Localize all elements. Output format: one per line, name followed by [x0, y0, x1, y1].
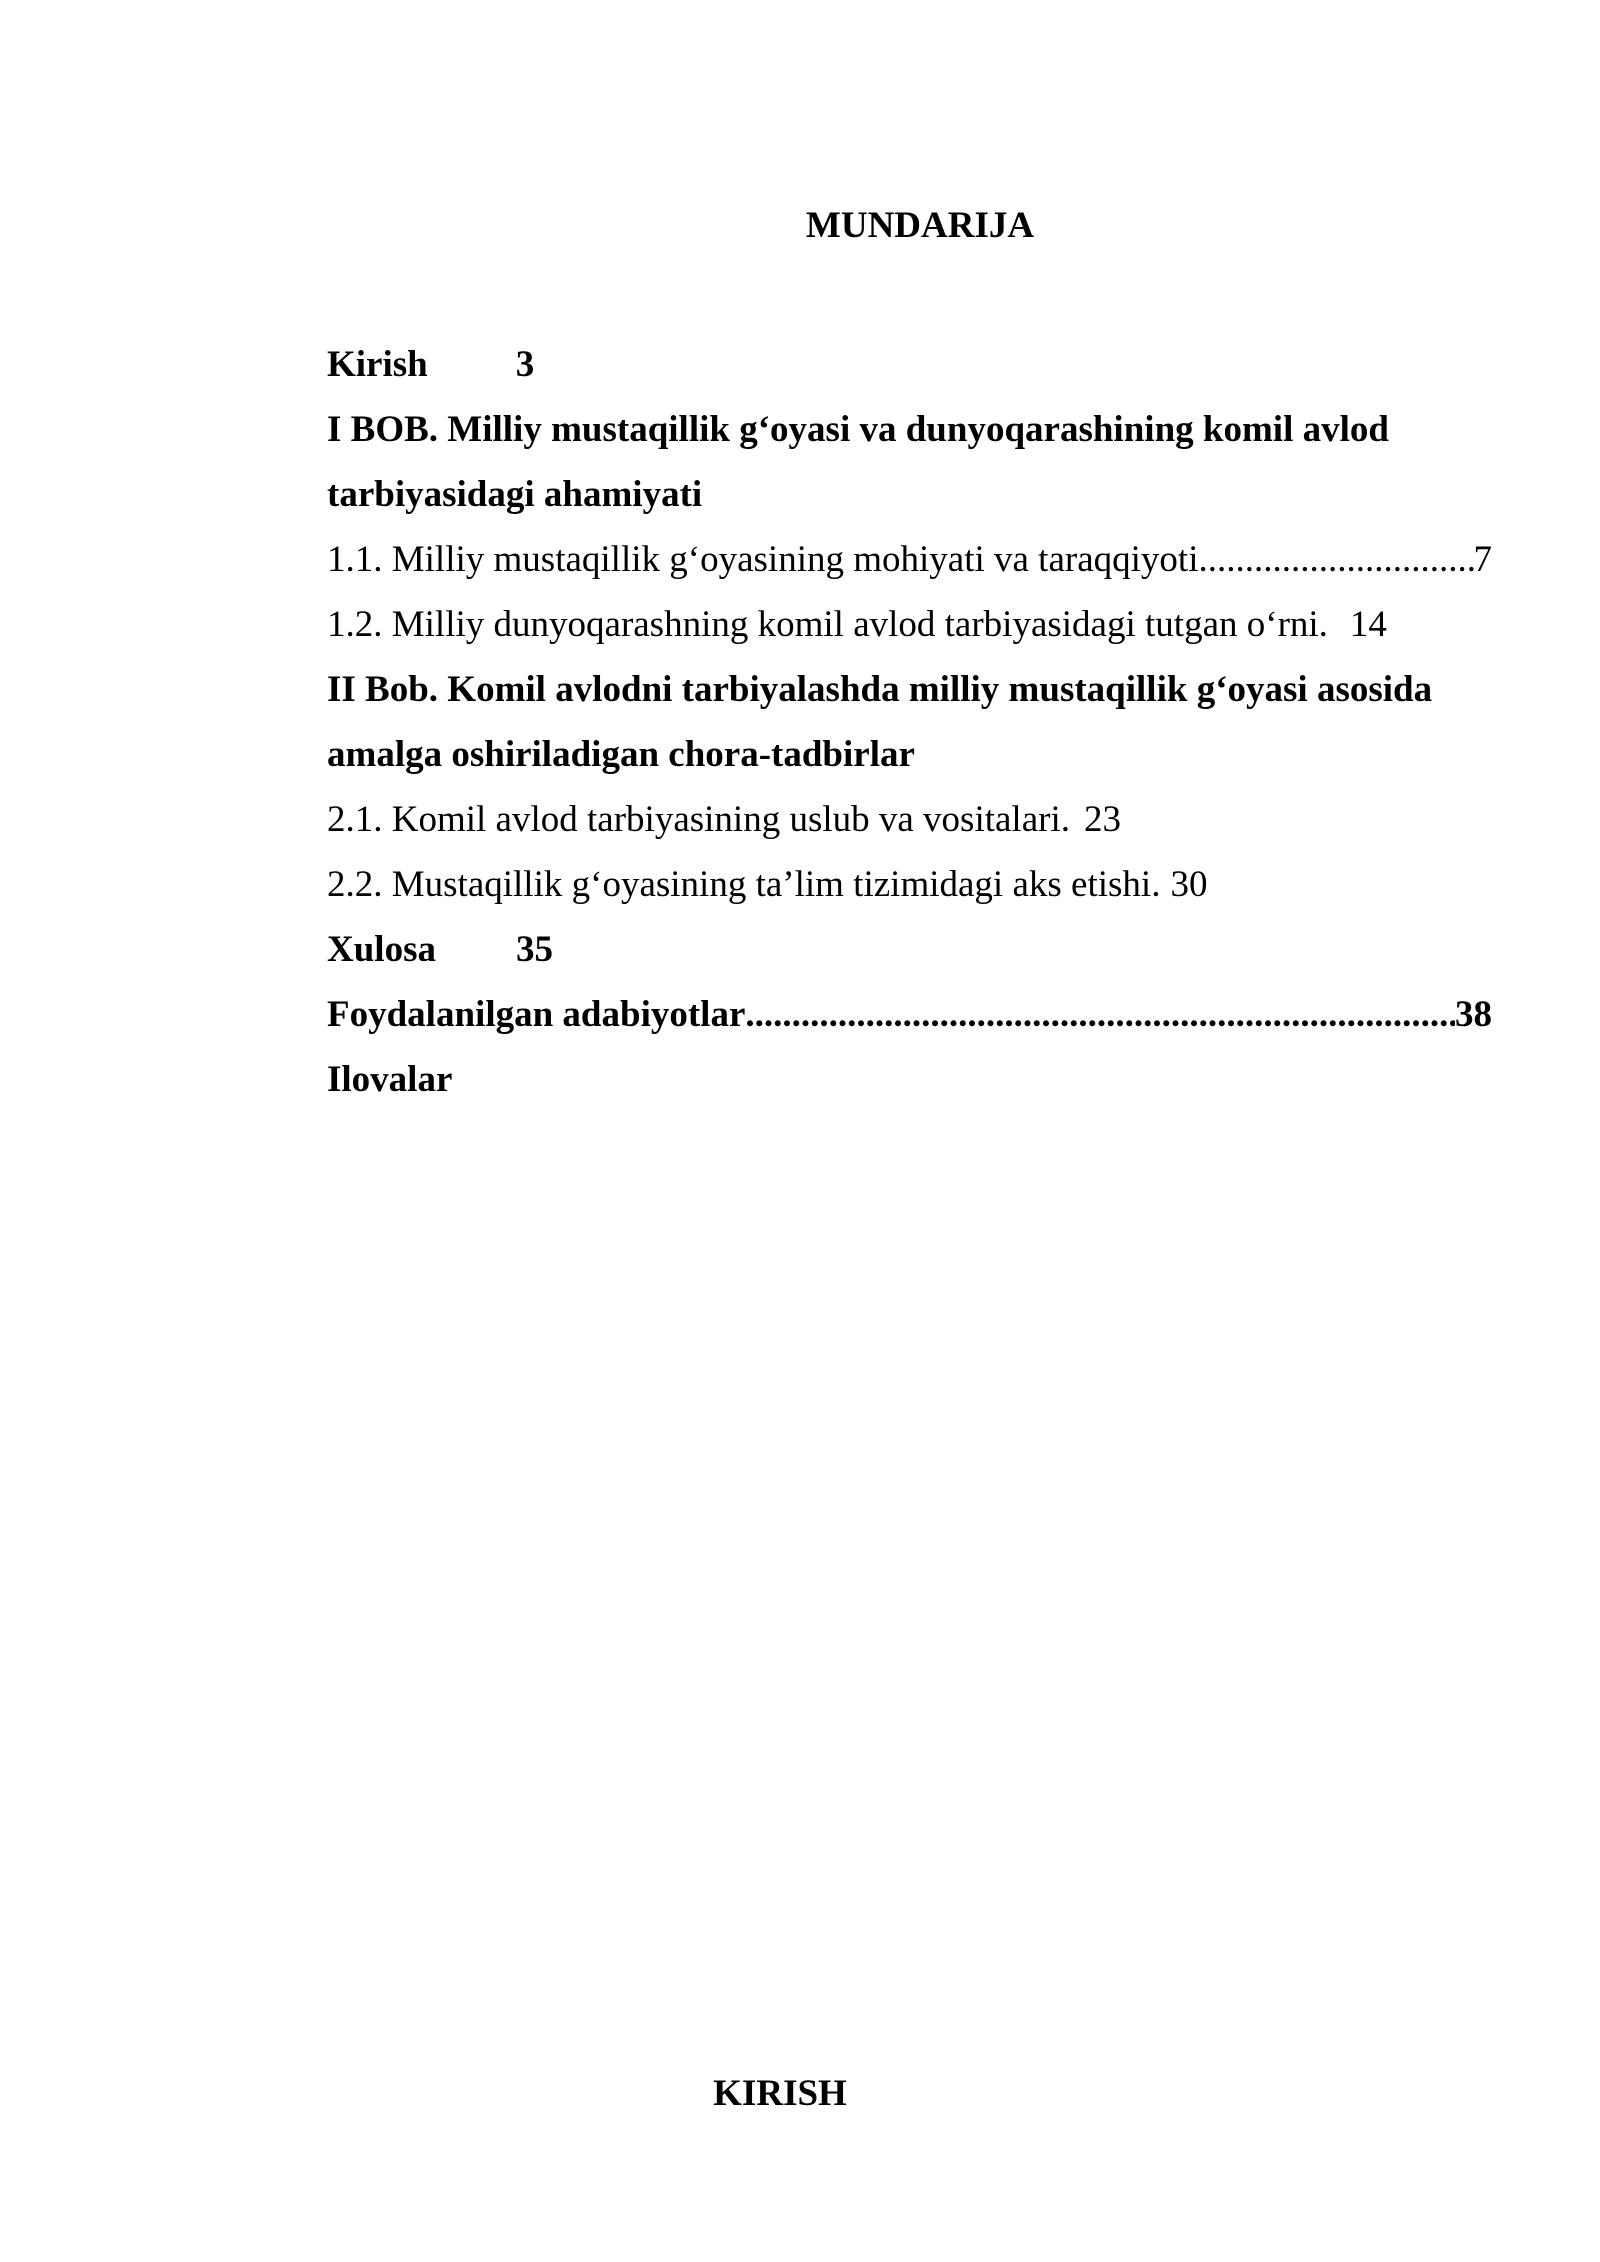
dot-leader	[1198, 527, 1473, 592]
toc-title: MUNDARIJA	[805, 205, 1035, 246]
toc-entry-label: tarbiyasidagi ahamiyati	[327, 474, 703, 515]
toc-entry-label: Xulosa	[327, 929, 436, 970]
toc-entry-chapter-2[interactable]	[327, 657, 1487, 722]
toc-entry-ilovalar[interactable]	[327, 1047, 1487, 1112]
toc-entry-label: I BOB. Milliy mustaqillik g‘oyasi va dunyoqarashining komil avlod	[327, 409, 1389, 450]
toc-entry-label: 1.1. Milliy mustaqillik g‘oyasining mohiyati va taraqqiyoti	[327, 539, 1199, 580]
toc-entry-label: Kirish	[327, 344, 428, 385]
table-of-contents	[327, 332, 1492, 1112]
toc-entry-page: 7	[1473, 539, 1492, 580]
dot-leader	[745, 982, 1455, 1047]
toc-entry-chapter-2-continued[interactable]	[327, 722, 1487, 787]
toc-entry-page: 30	[1170, 864, 1208, 905]
toc-entry-label: 2.2. Mustaqillik g‘oyasining ta’lim tizimidagi aks etishi.	[327, 864, 1161, 905]
section-heading-kirish: KIRISH	[713, 2073, 847, 2114]
toc-entry-page: 3	[515, 344, 535, 385]
toc-entry-label: 2.1. Komil avlod tarbiyasining uslub va vositalari.	[327, 799, 1070, 840]
toc-entry-label: amalga oshiriladigan chora-tadbirlar	[327, 734, 915, 775]
toc-entry-xulosa[interactable]	[327, 917, 1487, 982]
toc-entry-label: Foydalanilgan adabiyotlar	[327, 994, 746, 1035]
toc-entry-adabiyotlar[interactable]	[327, 982, 1492, 1047]
toc-entry-chapter-1[interactable]	[327, 397, 1487, 462]
toc-entry-chapter-1-continued[interactable]	[327, 462, 1487, 527]
toc-entry-page: 38	[1455, 994, 1492, 1035]
toc-entry-section-1-2[interactable]	[327, 592, 1487, 657]
toc-entry-label: 1.2. Milliy dunyoqarashning komil avlod tarbiyasidagi tutgan o‘rni.	[327, 604, 1328, 645]
toc-entry-page: 14	[1349, 604, 1387, 645]
toc-entry-label: II Bob. Komil avlodni tarbiyalashda milliy mustaqillik g‘oyasi asosida	[327, 669, 1433, 710]
toc-entry-section-2-2[interactable]	[327, 852, 1487, 917]
toc-entry-section-2-1[interactable]	[327, 787, 1487, 852]
toc-entry-label: Ilovalar	[327, 1059, 453, 1100]
toc-entry-page: 23	[1083, 799, 1121, 840]
toc-entry-kirish[interactable]	[327, 332, 1487, 397]
toc-entry-section-1-1[interactable]	[327, 527, 1492, 592]
toc-entry-page: 35	[515, 929, 553, 970]
